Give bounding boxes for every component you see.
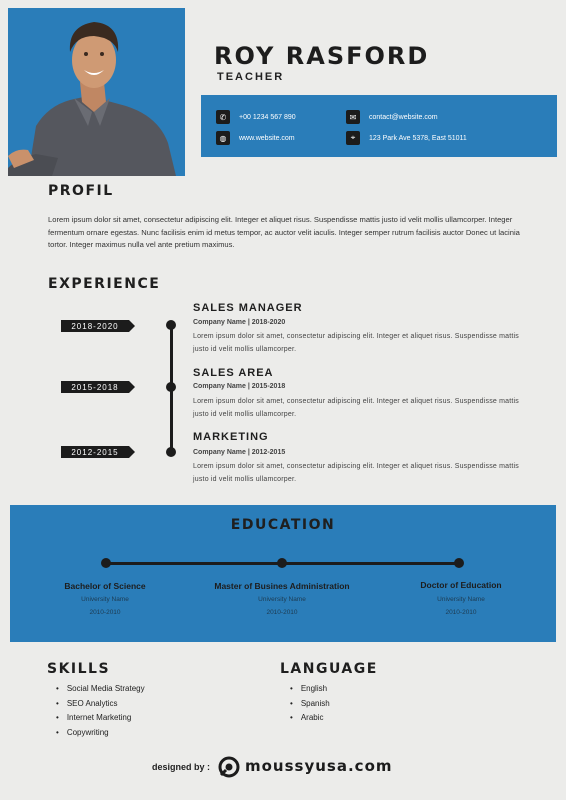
contact-website xyxy=(216,131,295,145)
brand-name[interactable]: moussyusa.com xyxy=(245,757,393,775)
website-text: www.website.com xyxy=(239,134,295,142)
job-years-tag: 2018-2020 xyxy=(61,320,129,332)
contact-email xyxy=(346,110,438,124)
degree-title: Bachelor of Science xyxy=(64,581,146,591)
job-title: MARKETING xyxy=(193,431,269,443)
job-description: Lorem ipsum dolor sit amet, consectetur adipiscing elit. Integer et aliquet risus. Suspendisse mattis justo id velit mollis ullamcorper. xyxy=(193,398,520,418)
education-years: 2010-2010 xyxy=(266,609,298,616)
email-text: contact@website.com xyxy=(369,113,438,121)
timeline-dot xyxy=(166,320,176,330)
university-name: University Name xyxy=(258,596,306,603)
skills-heading: SKILLS xyxy=(47,661,111,677)
degree-title: Master of Busines Administration xyxy=(214,581,350,591)
phone-text: +00 1234 567 890 xyxy=(239,113,296,121)
timeline-dot xyxy=(166,447,176,457)
language-item: • Arabic xyxy=(290,711,330,726)
profile-text: Lorem ipsum dolor sit amet, consectetur adipiscing elit. Integer et aliquet risus. Suspendisse mattis justo id velit mollis ullamcorper. Integer fermentum ornare egestas. Nunc facilisis enim id metus tempor, ac auctor velit iaculis. Integer semper rutrum facilisis auctor Donec ut lacinia tortor. Integer maximus nulla vel ante pretium maximus. xyxy=(48,215,520,249)
job-company: Company Name | 2015-2018 xyxy=(193,383,286,390)
education-years: 2010-2010 xyxy=(89,609,121,616)
experience-heading: EXPERIENCE xyxy=(48,276,161,292)
profile-photo xyxy=(8,8,185,176)
candidate-title: TEACHER xyxy=(217,71,285,83)
candidate-name: ROY RASFORD xyxy=(214,42,430,70)
job-company: Company Name | 2018-2020 xyxy=(193,319,286,326)
skill-item: • Social Media Strategy xyxy=(56,682,145,697)
job-company: Company Name | 2012-2015 xyxy=(193,449,286,456)
job-years-tag: 2012-2015 xyxy=(61,446,129,458)
address-text: 123 Park Ave 5378, East 51011 xyxy=(369,134,467,142)
education-years: 2010-2010 xyxy=(445,609,477,616)
brand-logo-icon xyxy=(218,756,240,778)
education-dot xyxy=(101,558,111,568)
skill-item: • Internet Marketing xyxy=(56,711,145,726)
contact-bar xyxy=(201,95,557,157)
university-name: University Name xyxy=(81,596,129,603)
skill-item: • SEO Analytics xyxy=(56,697,145,712)
designed-by-label: designed by : xyxy=(152,762,211,772)
job-description: Lorem ipsum dolor sit amet, consectetur adipiscing elit. Integer et aliquet risus. Suspendisse mattis justo id velit mollis ullamcorper. xyxy=(193,463,520,483)
education-dot xyxy=(454,558,464,568)
job-description: Lorem ipsum dolor sit amet, consectetur adipiscing elit. Integer et aliquet risus. Suspendisse mattis justo id velit mollis ullamcorper. xyxy=(193,333,520,353)
person-illustration xyxy=(8,8,185,176)
education-heading: EDUCATION xyxy=(230,517,336,533)
job-title: SALES AREA xyxy=(193,367,274,379)
degree-title: Doctor of Education xyxy=(420,580,502,590)
language-heading: LANGUAGE xyxy=(280,661,378,677)
job-title: SALES MANAGER xyxy=(193,302,303,314)
mail-icon: ✉ xyxy=(346,110,360,124)
contact-address xyxy=(346,131,467,145)
language-item: • English xyxy=(290,682,330,697)
phone-icon: ✆ xyxy=(216,110,230,124)
language-list xyxy=(290,682,330,726)
contact-phone xyxy=(216,110,296,124)
education-section xyxy=(10,505,556,642)
job-years-tag: 2015-2018 xyxy=(61,381,129,393)
skill-item: • Copywriting xyxy=(56,726,145,741)
language-item: • Spanish xyxy=(290,697,330,712)
profile-heading: PROFIL xyxy=(48,183,114,199)
globe-icon: ◍ xyxy=(216,131,230,145)
education-dot xyxy=(277,558,287,568)
skills-list xyxy=(56,682,145,740)
location-pin-icon: ⌖ xyxy=(346,131,360,145)
university-name: University Name xyxy=(437,596,485,603)
timeline-dot xyxy=(166,382,176,392)
